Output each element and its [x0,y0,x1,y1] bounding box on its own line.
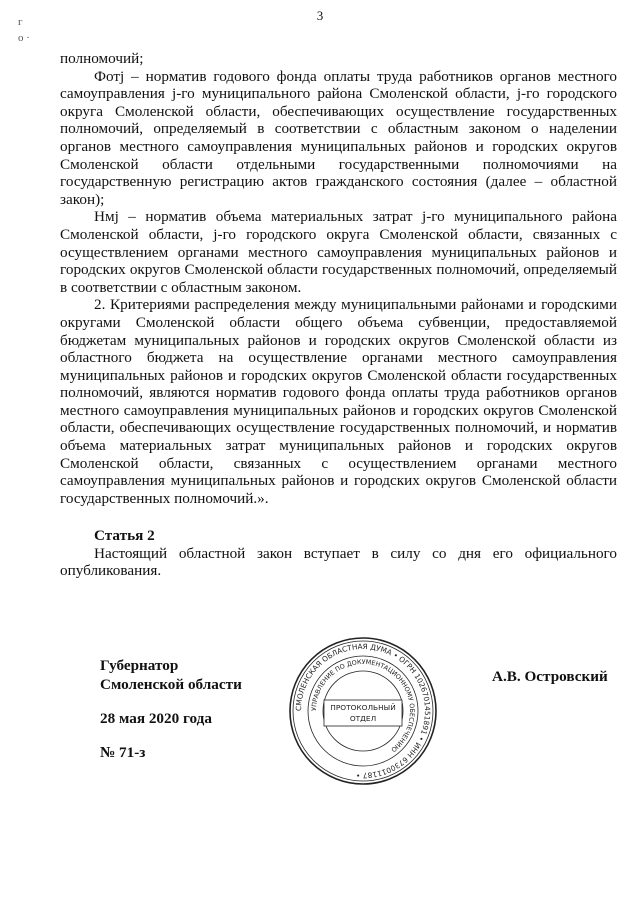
paragraph: Нмj – норматив объема материальных затрат j-го муниципального района Смоленской области, j-го городского округа Смоленской области, связанных с осуществлением органами местного самоуправления муниципальных районов и городских округов Смоленской области государственных полномочий, определяемый в соответствии с областным законом. [60,208,617,296]
seal-inner-text: УПРАВЛЕНИЕ ПО ДОКУМЕНТАЦИОННОМУ ОБЕСПЕЧЕНИЮ [309,657,417,754]
signatory-name: А.В. Островский [492,668,608,685]
article-title: Статья 2 [94,527,155,544]
signatory-position: Губернатор [100,657,179,674]
scan-mark: о · [18,32,30,44]
seal-outer-text: СМОЛЕНСКАЯ ОБЛАСТНАЯ ДУМА • ОГРН 1026701451891 • ИНН 6730011187 • [293,641,433,781]
signature-date: 28 мая 2020 года [100,710,212,727]
page-number: 3 [316,8,324,23]
paragraph: Фотj – норматив годового фонда оплаты труда работников органов местного самоуправления j-го муниципального района Смоленской области, j-го городского округа Смоленской области, обеспечивающих осуществление государственных полномочий, определяемый в соответствии с областным законом о наделении органов местного самоуправления муниципальных районов и городских округов Смоленской области отдельными государственными полномочиями на государственную регистрацию актов гражданского состояния (далее – областной закон); [60,67,617,208]
paragraph: 2. Критериями распределения между муниципальными районами и городскими округами Смоленской области общего объема субвенции, предоставляемой бюджетам муниципальных районов и городских округов Смоленской области из областного бюджета на осуществление органами местного самоуправления муниципальных районов и городских округов Смоленской области государственных полномочий, являются норматив годового фонда оплаты труда работников органов местного самоуправления муниципальных районов и городских округов Смоленской области, обеспечивающих осуществление государственных полномочий, и норматив объема материальных затрат муниципальных районов и городских округов Смоленской области, связанных с осуществлением органами местного самоуправления муниципальных районов и городских округов Смоленской области государственных полномочий.». [60,296,617,507]
signatory-region: Смоленской области [100,676,242,693]
official-seal [288,636,438,786]
seal-center-line-2: ОТДЕЛ [349,714,377,723]
article-2 [60,527,617,580]
law-number: № 71-з [100,744,146,761]
signature-block [100,656,242,694]
scan-mark: г [18,16,23,28]
article-text: Настоящий областной закон вступает в силу со дня его официального опубликования. [60,544,617,580]
seal-center-line-1: ПРОТОКОЛЬНЫЙ [330,703,396,712]
document-body [60,50,617,507]
paragraph: полномочий; [60,50,144,67]
scan-marks [18,14,30,46]
